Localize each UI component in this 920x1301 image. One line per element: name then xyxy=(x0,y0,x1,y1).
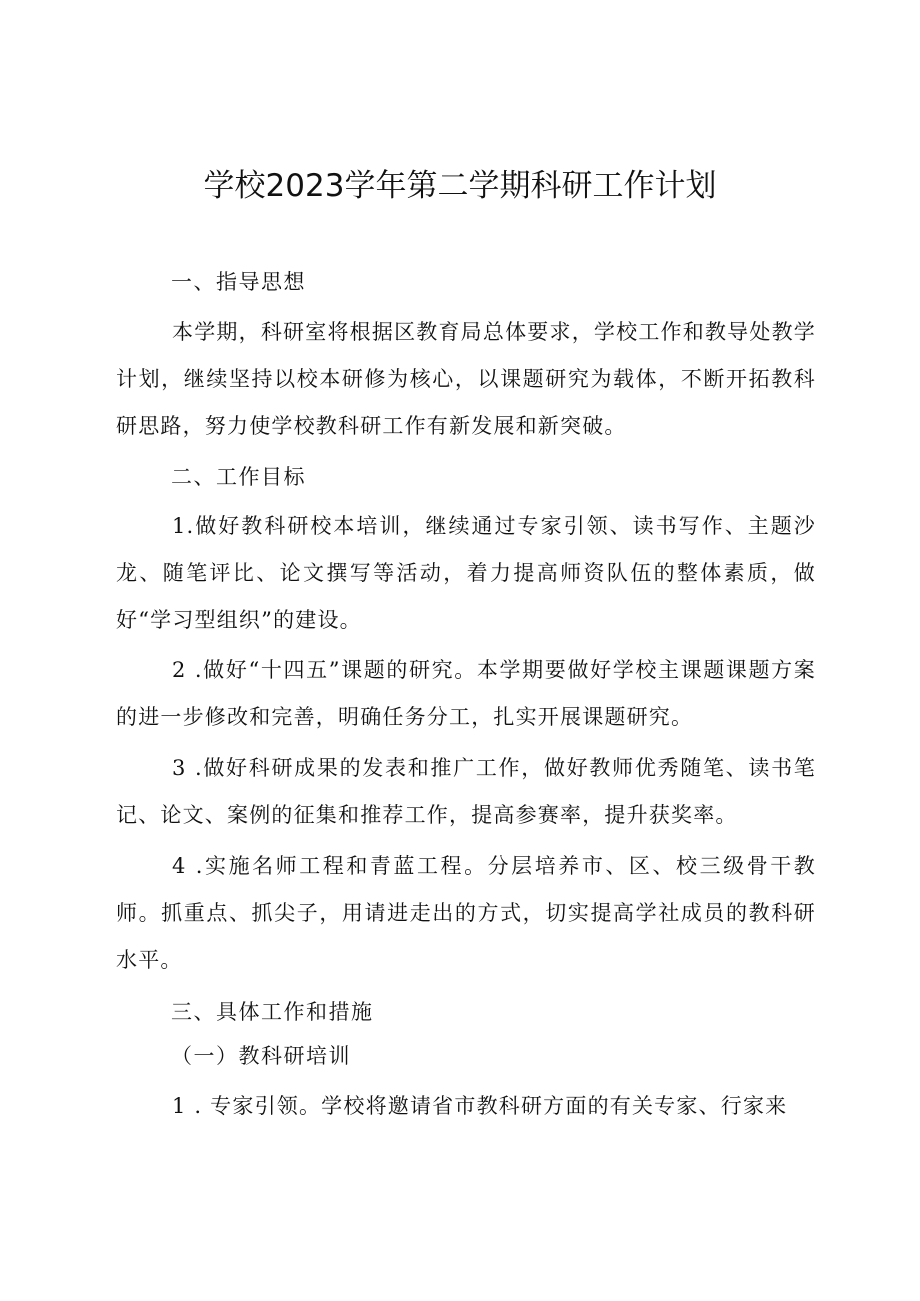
section-heading-guiding-thought: 一、指导思想 xyxy=(171,270,306,294)
section-heading-specific-work: 三、具体工作和措施 xyxy=(171,1000,374,1024)
measure-text: 1 . 专家引领。学校将邀请省市教科研方面的有关专家、行家来 xyxy=(172,1094,788,1118)
paragraph-text: 本学期，科研室将根据区教育局总体要求，学校工作和教导处教学计划，继续坚持以校本研修为核心，以课题研究为载体，不断开拓教科研思路，努力使学校教科研工作有新发展和新突破。 xyxy=(116,320,816,438)
section-heading-work-goals: 二、工作目标 xyxy=(171,465,306,489)
document-title: 学校2023学年第二学期科研工作计划 xyxy=(203,168,717,204)
subsection-heading-training: （一）教科研培训 xyxy=(171,1044,351,1068)
goal-item-3 xyxy=(116,745,816,839)
goal-text: 1.做好教科研校本培训，继续通过专家引领、读书写作、主题沙龙、随笔评比、论文撰写等活动，着力提高师资队伍的整体素质，做好“学习型组织”的建设。 xyxy=(116,514,816,632)
goal-text: 3 .做好科研成果的发表和推广工作，做好教师优秀随笔、读书笔记、论文、案例的征集和推荐工作，提高参赛率，提升获奖率。 xyxy=(116,756,816,827)
paragraph-guiding-thought xyxy=(116,309,816,450)
goal-text: 2 .做好“十四五”课题的研究。本学期要做好学校主课题课题方案的进一步修改和完善，明确任务分工，扎实开展课题研究。 xyxy=(116,658,816,729)
goal-item-1 xyxy=(116,503,816,644)
measure-item-1 xyxy=(116,1083,816,1130)
goal-text: 4 .实施名师工程和青蓝工程。分层培养市、区、校三级骨干教师。抓重点、抓尖子，用请进走出的方式，切实提高学社成员的教科研水平。 xyxy=(116,854,816,972)
goal-item-2 xyxy=(116,647,816,741)
goal-item-4 xyxy=(116,843,816,984)
